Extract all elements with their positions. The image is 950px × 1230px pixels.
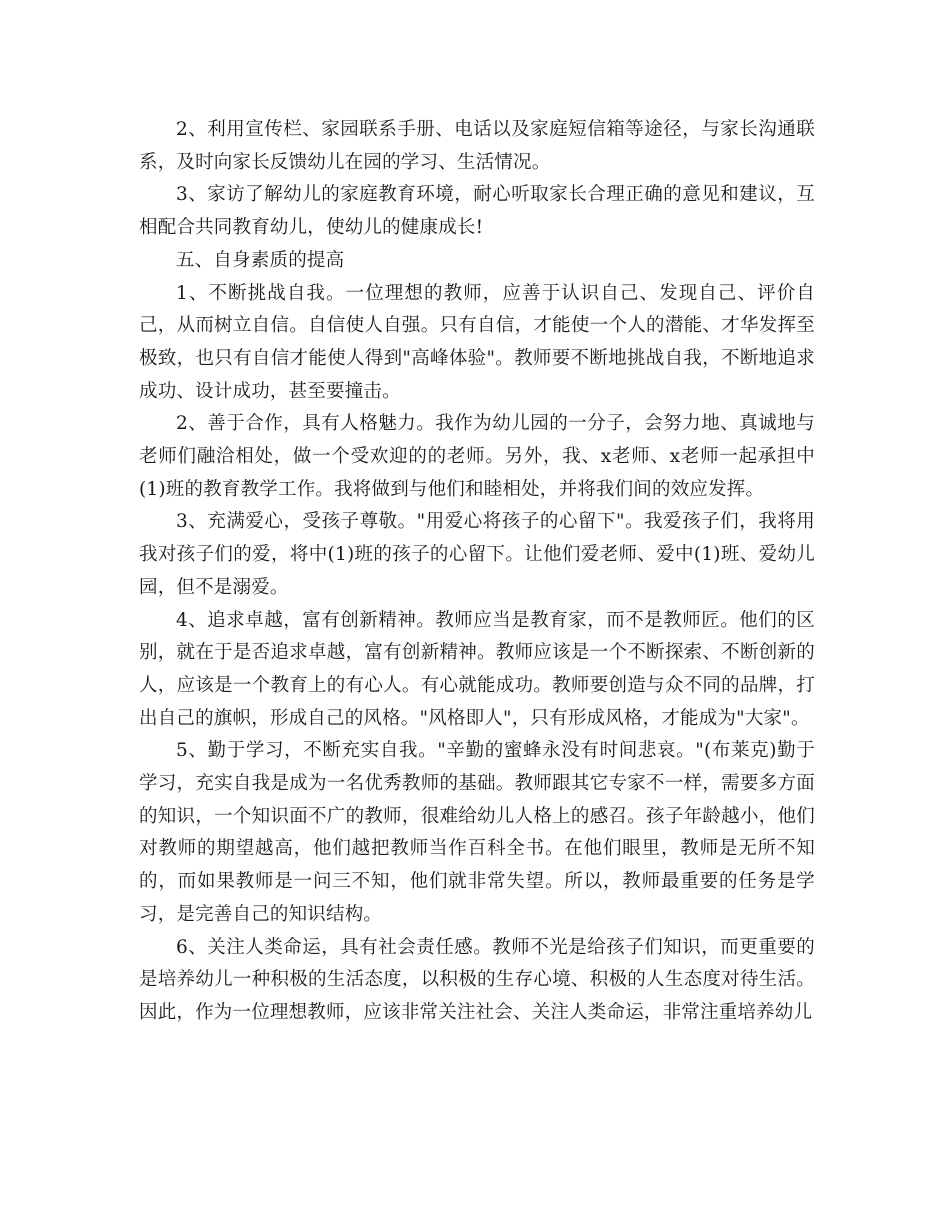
paragraph-cooperation: 2、善于合作，具有人格魅力。我作为幼儿园的一分子，会努力地、真诚地与老师们融洽相处，做一个受欢迎的的老师。另外，我、x老师、x老师一起承担中(1)班的教育教学工作。我将做到与他们和睦相处，并将我们间的效应发挥。 — [139, 413, 815, 500]
paragraph-love: 3、充满爱心，受孩子尊敬。"用爱心将孩子的心留下"。我爱孩子们，我将用我对孩子们的爱，将中(1)班的孩子的心留下。让他们爱老师、爱中(1)班、爱幼儿园，但不是溺爱。 — [139, 511, 815, 598]
section-heading-self-improvement: 五、自身素质的提高 — [176, 249, 345, 271]
paragraph-challenge-self: 1、不断挑战自我。一位理想的教师，应善于认识自己、发现自己、评价自己，从而树立自信。自信使人自强。只有自信，才能使一个人的潜能、才华发挥至极致，也只有自信才能使人得到"高峰体验"。教师要不断地挑战自我，不断地追求成功、设计成功，甚至要撞击。 — [139, 282, 815, 402]
paragraph-home-visit: 3、家访了解幼儿的家庭教育环境，耐心听取家长合理正确的意见和建议，互相配合共同教育幼儿，使幼儿的健康成长! — [139, 184, 815, 239]
document-body — [139, 114, 815, 1030]
paragraph-excellence: 4、追求卓越，富有创新精神。教师应当是教育家，而不是教师匠。他们的区别，就在于是否追求卓越，富有创新精神。教师应该是一个不断探索、不断创新的人，应该是一个教育上的有心人。有心就能成功。教师要创造与众不同的品牌，打出自己的旗帜，形成自己的风格。"风格即人"，只有形成风格，才能成为"大家"。 — [139, 609, 815, 729]
paragraph-learning: 5、勤于学习，不断充实自我。"辛勤的蜜蜂永没有时间悲哀。"(布莱克)勤于学习，充实自我是成为一名优秀教师的基础。教师跟其它专家不一样，需要多方面的知识，一个知识面不广的教师，很难给幼儿人格上的感召。孩子年龄越小，他们对教师的期望越高，他们越把教师当作百科全书。在他们眼里，教师是无所不知的，而如果教师是一问三不知，他们就非常失望。所以，教师最重要的任务是学习，是完善自己的知识结构。 — [139, 740, 815, 925]
paragraph-social-responsibility: 6、关注人类命运，具有社会责任感。教师不光是给孩子们知识，而更重要的是培养幼儿一种积极的生活态度，以积极的生存心境、积极的人生态度对待生活。因此，作为一位理想教师，应该非常关注社会、关注人类命运，非常注重培养幼儿 — [139, 936, 815, 1023]
paragraph-parent-communication: 2、利用宣传栏、家园联系手册、电话以及家庭短信箱等途径，与家长沟通联系，及时向家长反馈幼儿在园的学习、生活情况。 — [139, 119, 815, 173]
